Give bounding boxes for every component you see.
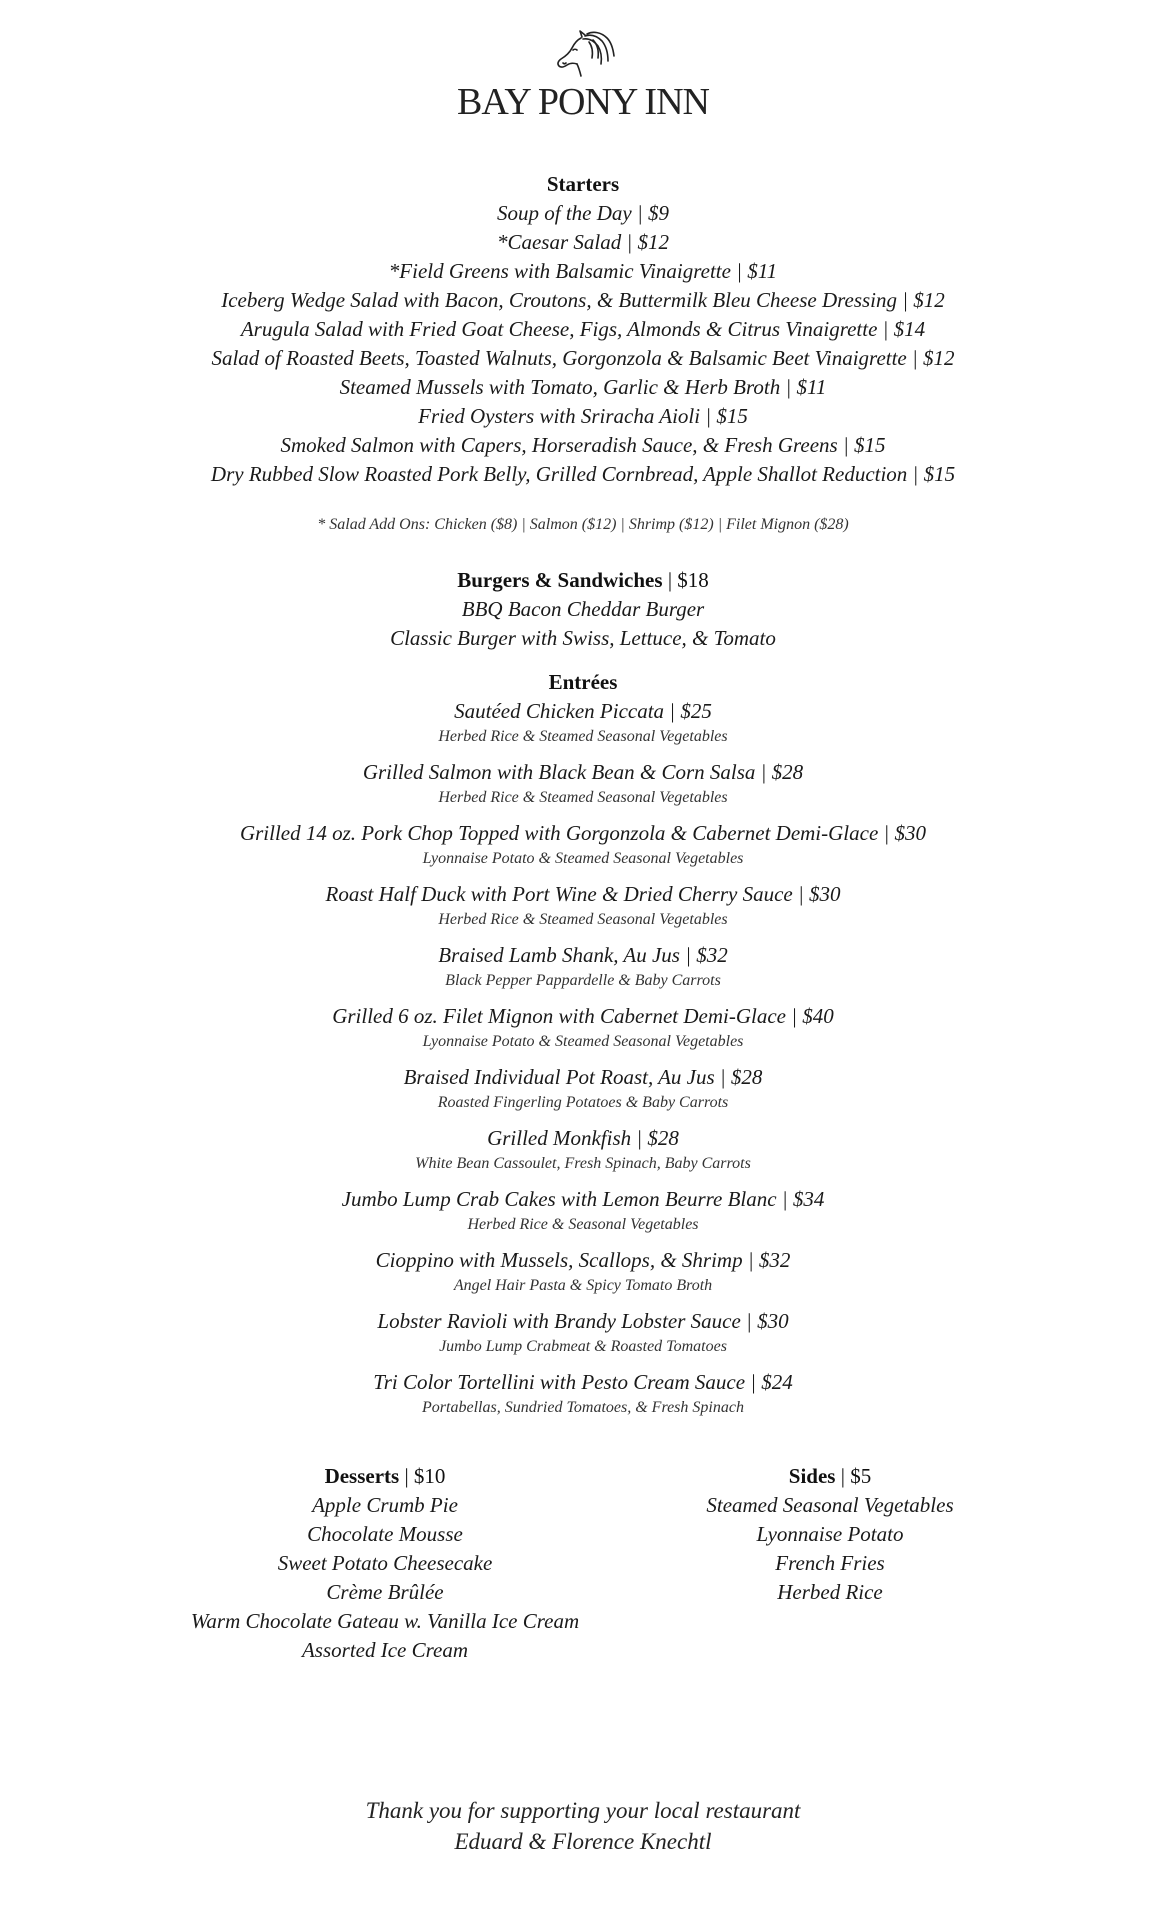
menu-item: Fried Oysters with Sriracha Aioli | $15	[418, 404, 748, 428]
entrees-section	[0, 668, 1166, 1429]
desserts-title	[150, 1462, 620, 1491]
menu-item: Classic Burger with Swiss, Lettuce, & Tomato	[390, 626, 776, 650]
entree-name: Braised Individual Pot Roast, Au Jus | $28	[403, 1065, 763, 1089]
burgers-title-text: Burgers & Sandwiches	[457, 568, 663, 592]
entree-name: Cioppino with Mussels, Scallops, & Shrimp | $32	[375, 1248, 791, 1272]
menu-item: Dry Rubbed Slow Roasted Pork Belly, Grilled Cornbread, Apple Shallot Reduction | $15	[210, 462, 956, 486]
sides-title	[660, 1462, 1000, 1491]
sides-price: | $5	[835, 1464, 872, 1488]
burgers-title	[0, 566, 1166, 595]
menu-item: Steamed Seasonal Vegetables	[706, 1493, 954, 1517]
menu-item: Apple Crumb Pie	[312, 1493, 458, 1517]
entree-name: Grilled 6 oz. Filet Mignon with Cabernet Demi-Glace | $40	[332, 1004, 834, 1028]
entree-item	[0, 1185, 1166, 1235]
menu-item: Sweet Potato Cheesecake	[277, 1551, 493, 1575]
entree-name: Grilled Monkfish | $28	[487, 1126, 679, 1150]
desserts-price: | $10	[399, 1464, 446, 1488]
entrees-title: Entrées	[548, 670, 618, 694]
entree-item	[0, 1124, 1166, 1174]
menu-item: Herbed Rice	[777, 1580, 883, 1604]
entree-name: Sautéed Chicken Piccata | $25	[454, 699, 712, 723]
entree-description: Portabellas, Sundried Tomatoes, & Fresh Spinach	[422, 1399, 744, 1416]
starters-section	[0, 170, 1166, 489]
menu-item: Chocolate Mousse	[307, 1522, 463, 1546]
entree-description: Herbed Rice & Steamed Seasonal Vegetables	[438, 728, 728, 745]
entree-description: Roasted Fingerling Potatoes & Baby Carrots	[437, 1094, 729, 1111]
sides-title-text: Sides	[788, 1464, 836, 1488]
entree-item	[0, 1002, 1166, 1052]
menu-item: Crème Brûlée	[326, 1580, 444, 1604]
menu-item: Lyonnaise Potato	[756, 1522, 904, 1546]
footer	[0, 1795, 1166, 1857]
entree-item	[0, 1368, 1166, 1418]
entree-name: Jumbo Lump Crab Cakes with Lemon Beurre Blanc | $34	[341, 1187, 825, 1211]
entree-item	[0, 1246, 1166, 1296]
entree-item	[0, 1063, 1166, 1113]
entree-item	[0, 697, 1166, 747]
menu-item: French Fries	[775, 1551, 885, 1575]
menu-item: Smoked Salmon with Capers, Horseradish Sauce, & Fresh Greens | $15	[280, 433, 886, 457]
entree-name: Grilled Salmon with Black Bean & Corn Salsa | $28	[362, 760, 804, 784]
menu-item: Salad of Roasted Beets, Toasted Walnuts, Gorgonzola & Balsamic Beet Vinaigrette | $12	[211, 346, 955, 370]
brand-name: BAY PONY INN	[457, 81, 709, 123]
menu-item: Steamed Mussels with Tomato, Garlic & Herb Broth | $11	[339, 375, 827, 399]
starters-list	[0, 199, 1166, 489]
entree-name: Lobster Ravioli with Brandy Lobster Sauce | $30	[377, 1309, 789, 1333]
entree-name: Roast Half Duck with Port Wine & Dried Cherry Sauce | $30	[325, 882, 841, 906]
burgers-price: | $18	[662, 568, 709, 592]
entree-item	[0, 941, 1166, 991]
entree-description: Jumbo Lump Crabmeat & Roasted Tomatoes	[439, 1338, 727, 1355]
entree-item	[0, 819, 1166, 869]
entree-item	[0, 758, 1166, 808]
owners-signature-line: Eduard & Florence Knechtl	[454, 1829, 712, 1854]
entree-description: White Bean Cassoulet, Fresh Spinach, Baby Carrots	[415, 1155, 751, 1172]
desserts-title-text: Desserts	[324, 1464, 400, 1488]
menu-item: Iceberg Wedge Salad with Bacon, Croutons, & Buttermilk Bleu Cheese Dressing | $12	[221, 288, 945, 312]
entree-description: Lyonnaise Potato & Steamed Seasonal Vegetables	[422, 1033, 744, 1050]
menu-item: Warm Chocolate Gateau w. Vanilla Ice Cream	[190, 1609, 580, 1633]
entree-name: Tri Color Tortellini with Pesto Cream Sauce | $24	[373, 1370, 793, 1394]
menu-item: Assorted Ice Cream	[301, 1638, 469, 1662]
menu-item: *Field Greens with Balsamic Vinaigrette | $11	[388, 259, 778, 283]
burgers-section	[0, 566, 1166, 653]
desserts-section	[150, 1462, 620, 1665]
menu-item: BBQ Bacon Cheddar Burger	[461, 597, 705, 621]
brand-logo	[0, 28, 1166, 122]
menu-item: Soup of the Day | $9	[497, 201, 669, 225]
salad-add-ons-note: * Salad Add Ons: Chicken ($8) | Salmon ($12) | Shrimp ($12) | Filet Mignon ($28)	[317, 516, 849, 533]
entree-description: Angel Hair Pasta & Spicy Tomato Broth	[453, 1277, 713, 1294]
entree-description: Herbed Rice & Seasonal Vegetables	[467, 1216, 699, 1233]
sides-section	[660, 1462, 1000, 1607]
entree-description: Herbed Rice & Steamed Seasonal Vegetables	[438, 789, 728, 806]
horse-head-icon	[547, 28, 619, 80]
menu-item: Arugula Salad with Fried Goat Cheese, Figs, Almonds & Citrus Vinaigrette | $14	[240, 317, 926, 341]
entree-description: Herbed Rice & Steamed Seasonal Vegetables	[438, 911, 728, 928]
menu-item: *Caesar Salad | $12	[496, 230, 670, 254]
entree-item	[0, 1307, 1166, 1357]
entree-name: Grilled 14 oz. Pork Chop Topped with Gorgonzola & Cabernet Demi-Glace | $30	[239, 821, 927, 845]
entree-name: Braised Lamb Shank, Au Jus | $32	[438, 943, 728, 967]
starters-title: Starters	[546, 172, 620, 196]
entree-description: Lyonnaise Potato & Steamed Seasonal Vegetables	[422, 850, 744, 867]
entree-description: Black Pepper Pappardelle & Baby Carrots	[445, 972, 721, 989]
entree-item	[0, 880, 1166, 930]
thank-you-line: Thank you for supporting your local restaurant	[365, 1798, 801, 1823]
